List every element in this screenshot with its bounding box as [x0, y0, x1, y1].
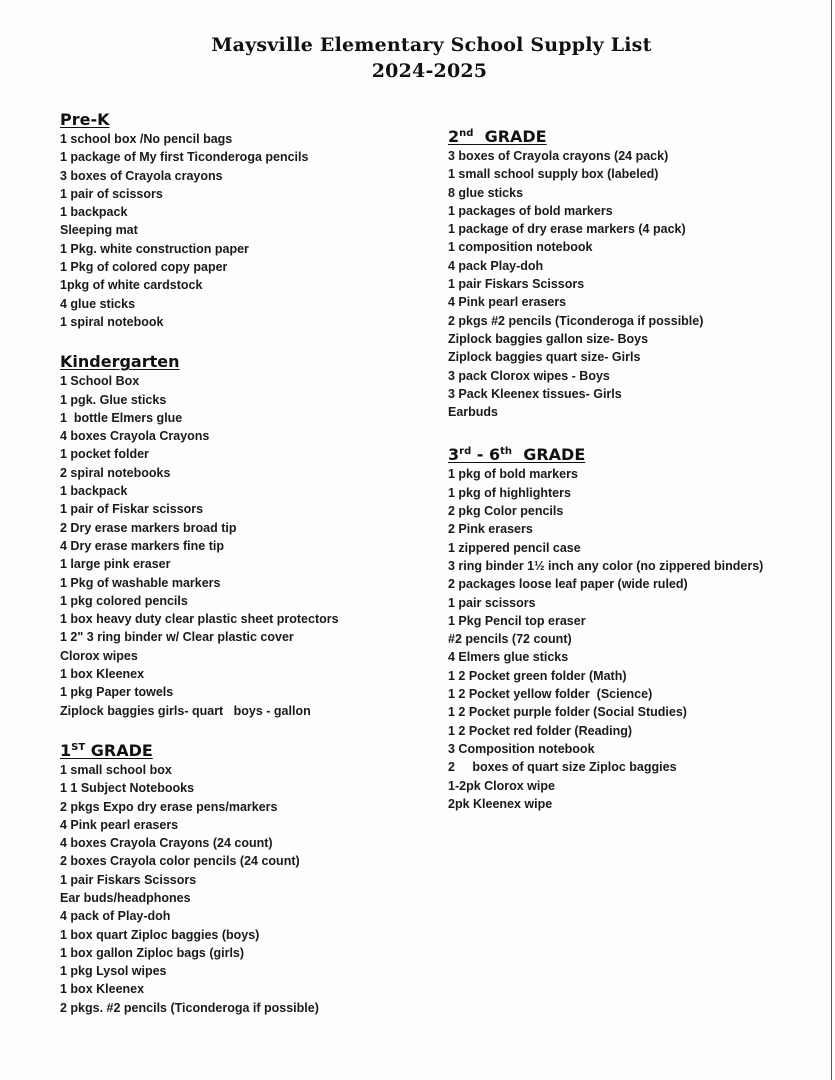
list-item: 4 boxes Crayola Crayons (24 count) — [60, 836, 273, 851]
list-item: 2 pkgs. #2 pencils (Ticonderoga if possible) — [60, 1000, 319, 1015]
title-number: 1 — [60, 740, 72, 760]
title-text: GRADE — [85, 740, 153, 760]
title-range: - 6 — [471, 445, 501, 465]
section-title-second-grade — [448, 127, 763, 147]
list-item: 1 small school supply box (labeled) — [448, 167, 659, 182]
list-item: 1 Pkg of washable markers — [60, 575, 221, 590]
list-item: 1 2 Pocket yellow folder (Science) — [448, 687, 653, 702]
list-item: 2 boxes Crayola color pencils (24 count) — [60, 854, 300, 869]
list-item: 1 package of dry erase markers (4 pack) — [448, 222, 686, 237]
list-item: Clorox wipes — [60, 648, 138, 663]
list-item: 4 pack Play-doh — [448, 258, 544, 273]
title-number: 3 — [448, 445, 460, 465]
list-item: 2 pkg Color pencils — [448, 504, 564, 519]
list-item: 2 pkgs Expo dry erase pens/markers — [60, 799, 278, 814]
list-item: 3 boxes of Crayola crayons (24 pack) — [448, 149, 669, 163]
list-item: Earbuds — [448, 405, 499, 420]
list-item: 1 pair of scissors — [60, 186, 163, 201]
list-item: 1 2 Pocket red folder (Reading) — [448, 723, 633, 738]
title-text: GRADE — [473, 127, 547, 146]
list-item: 3 Composition notebook — [448, 741, 595, 756]
list-item: Ziplock baggies quart size- Girls — [448, 350, 641, 365]
list-item: #2 pencils (72 count) — [448, 632, 572, 647]
list-item: 1 School Box — [60, 374, 140, 389]
section-third-sixth-grade — [448, 445, 763, 813]
list-item: 1 pkg Paper towels — [60, 685, 174, 700]
list-item: 2pk Kleenex wipe — [448, 796, 553, 811]
list-item: Ziplock baggies girls- quart boys - gallon — [60, 703, 311, 718]
list-item: 1 box Kleenex — [60, 667, 145, 682]
list-item: 1 pkg colored pencils — [60, 593, 188, 608]
school-year: 2024-2025 — [371, 60, 488, 82]
list-item: 1 pair scissors — [448, 595, 536, 610]
section-kindergarten — [60, 352, 339, 720]
list-item: 2 spiral notebooks — [60, 465, 171, 480]
kindergarten-items — [60, 372, 339, 720]
list-item: 1 packages of bold markers — [448, 203, 613, 218]
title-ordinal: ST — [71, 741, 86, 753]
section-first-grade — [60, 741, 339, 1017]
section-title-kindergarten: Kindergarten — [60, 352, 180, 372]
list-item: 3 Pack Kleenex tissues- Girls — [448, 386, 622, 401]
list-item: 1 box Kleenex — [60, 982, 145, 997]
list-item: 3 boxes of Crayola crayons — [60, 168, 223, 183]
list-item: 2 boxes of quart size Ziploc baggies — [448, 760, 677, 775]
scan-edge-line — [831, 0, 832, 1080]
list-item: 1 pair Fiskars Scissors — [60, 872, 197, 887]
title-ordinal: rd — [459, 446, 472, 458]
list-item: 1 2 Pocket green folder (Math) — [448, 668, 627, 683]
list-item: 4 Elmers glue sticks — [448, 650, 569, 665]
right-column — [448, 127, 763, 813]
section-prek — [60, 110, 339, 331]
list-item: 1 small school box — [60, 762, 172, 777]
list-item: Ziplock baggies gallon size- Boys — [448, 331, 649, 346]
list-item: 1 pkg of bold markers — [448, 467, 578, 482]
list-item: 1 Pkg Pencil top eraser — [448, 613, 586, 628]
second-grade-items — [448, 147, 763, 421]
list-item: 1-2pk Clorox wipe — [448, 778, 555, 793]
list-item: 1 pair of Fiskar scissors — [60, 502, 204, 517]
section-title-third-sixth-grade — [448, 445, 763, 465]
list-item: 1 box gallon Ziploc bags (girls) — [60, 945, 245, 960]
list-item: 1 2 Pocket purple folder (Social Studies) — [448, 705, 687, 720]
list-item: 1 zippered pencil case — [448, 540, 581, 555]
list-item: 1 pkg Lysol wipes — [60, 964, 167, 979]
list-item: 1 box quart Ziploc baggies (boys) — [60, 927, 260, 942]
list-item: 1 package of My first Ticonderoga pencils — [60, 150, 309, 165]
prek-items — [60, 130, 339, 331]
list-item: 4 Pink pearl erasers — [448, 295, 567, 310]
list-item: 8 glue sticks — [448, 185, 524, 200]
list-item: 1 1 Subject Notebooks — [60, 781, 195, 796]
list-item: 4 boxes Crayola Crayons — [60, 429, 210, 444]
list-item: 1 spiral notebook — [60, 314, 164, 329]
list-item: Sleeping mat — [60, 223, 138, 238]
title-number: 2 — [448, 127, 460, 146]
document-title: Maysville Elementary School Supply List — [211, 34, 652, 56]
list-item: 4 Dry erase markers fine tip — [60, 538, 224, 553]
list-item: 2 packages loose leaf paper (wide ruled) — [448, 577, 688, 592]
list-item: 4 pack of Play-doh — [60, 909, 171, 924]
third-sixth-grade-items — [448, 465, 763, 813]
title-text: GRADE — [512, 445, 586, 465]
list-item: 1 school box /No pencil bags — [60, 132, 233, 146]
list-item: 1 backpack — [60, 484, 128, 499]
section-title-first-grade — [60, 741, 339, 761]
list-item: 1 Pkg. white construction paper — [60, 241, 249, 256]
list-item: 1pkg of white cardstock — [60, 278, 203, 293]
list-item: 1 pkg of highlighters — [448, 485, 571, 500]
list-item: 4 Pink pearl erasers — [60, 817, 179, 832]
title-ordinal-2: th — [500, 446, 513, 458]
list-item: 4 glue sticks — [60, 296, 136, 311]
list-item: 1 pocket folder — [60, 447, 149, 462]
list-item: 1 box heavy duty clear plastic sheet protectors — [60, 612, 339, 627]
first-grade-items — [60, 761, 339, 1017]
list-item: 2 pkgs #2 pencils (Ticonderoga if possible) — [448, 313, 704, 328]
list-item: 1 backpack — [60, 205, 128, 220]
list-item: 1 large pink eraser — [60, 557, 171, 572]
list-item: 1 pgk. Glue sticks — [60, 392, 167, 407]
list-item: 2 Pink erasers — [448, 522, 533, 537]
list-item: Ear buds/headphones — [60, 890, 191, 905]
left-column — [60, 110, 339, 1017]
list-item: 1 pair Fiskars Scissors — [448, 277, 585, 292]
list-item: 1 bottle Elmers glue — [60, 410, 183, 425]
list-item: 1 composition notebook — [448, 240, 593, 255]
list-item: 1 2" 3 ring binder w/ Clear plastic cover — [60, 630, 294, 645]
title-ordinal: nd — [459, 128, 474, 139]
section-second-grade — [448, 127, 763, 421]
list-item: 1 Pkg of colored copy paper — [60, 260, 228, 275]
list-item: 2 Dry erase markers broad tip — [60, 520, 237, 535]
list-item: 3 pack Clorox wipes - Boys — [448, 368, 610, 383]
section-title-prek: Pre-K — [60, 110, 110, 129]
list-item: 3 ring binder 1½ inch any color (no zippered binders) — [448, 558, 764, 573]
